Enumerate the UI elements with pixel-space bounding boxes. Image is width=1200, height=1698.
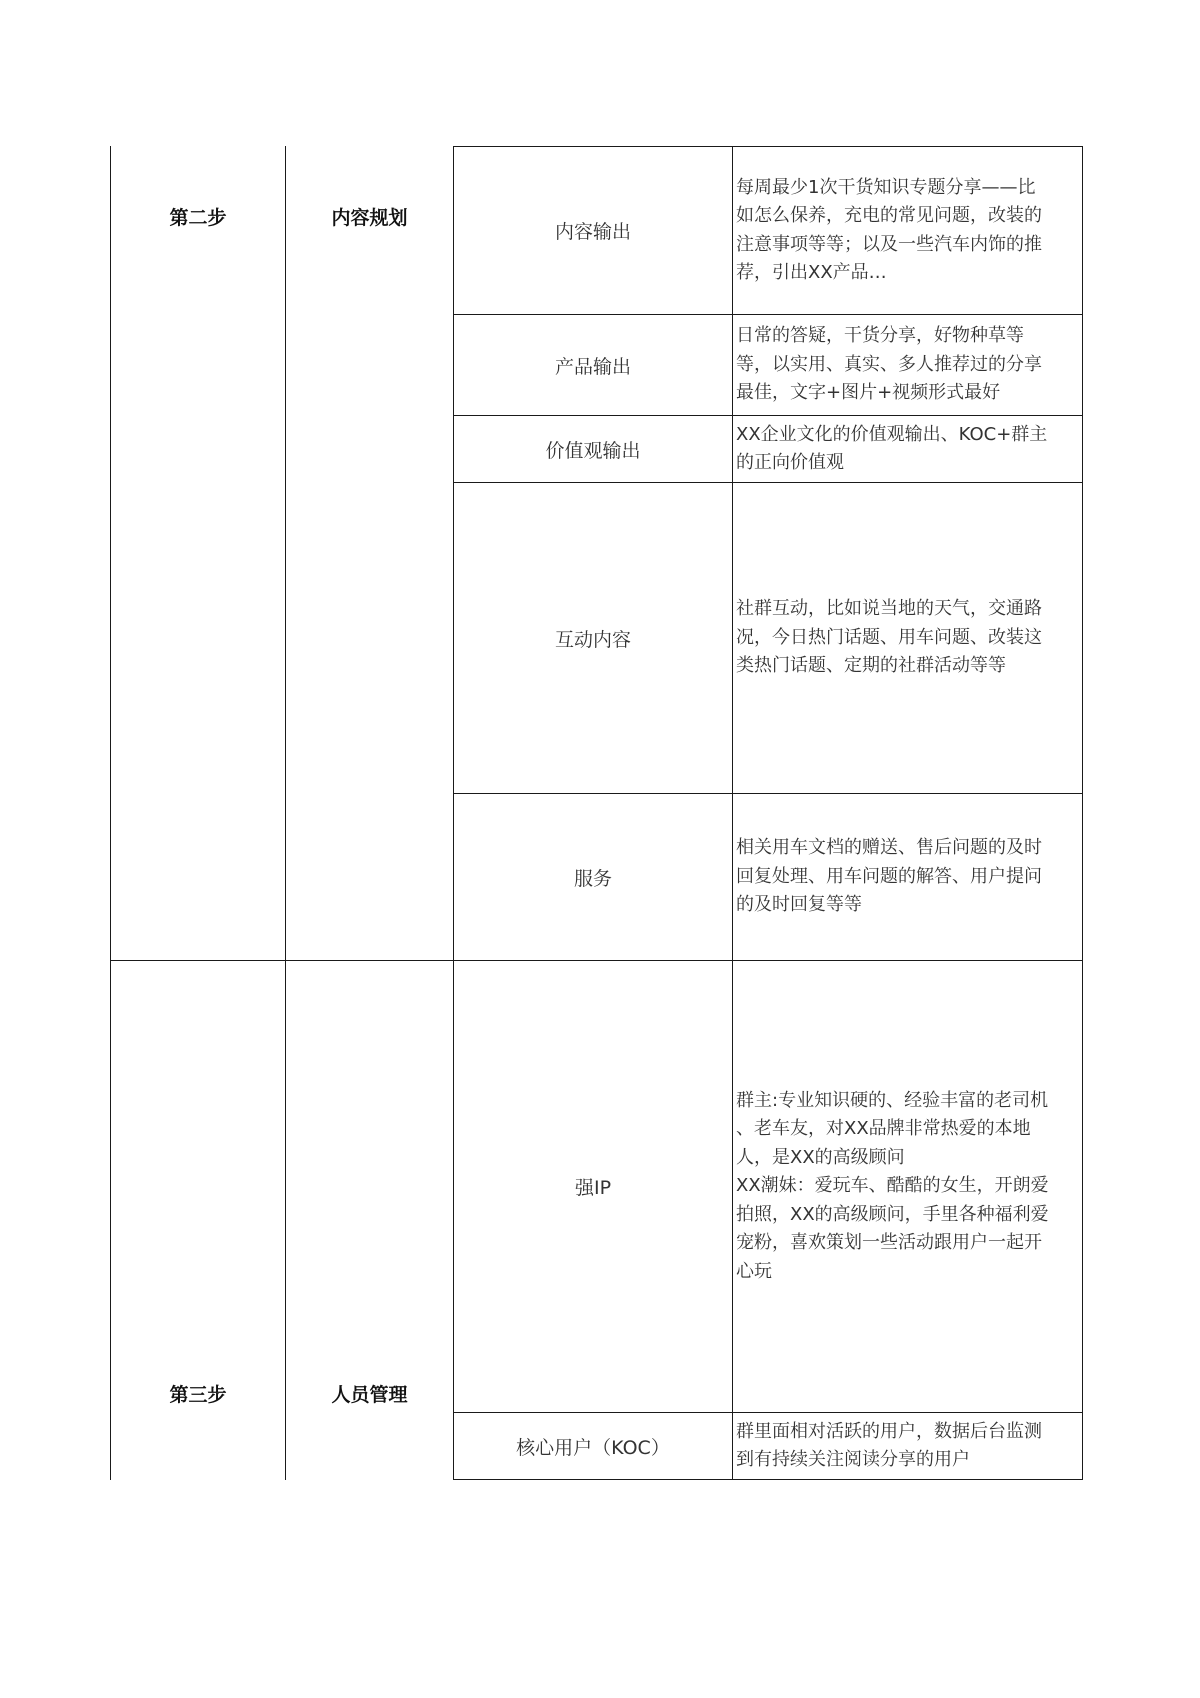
step-label: 第二步: [169, 206, 227, 229]
table-row-desc: 社群互动，比如说当地的天气，交通路 况，今日热门话题、用车问题、改装这 类热门话题、定期的社群活动等等: [736, 598, 1042, 677]
table-row-desc: 群里面相对活跃的用户，数据后台监测 到有持续关注阅读分享的用户: [736, 1420, 1042, 1470]
table-row-item: 服务: [573, 867, 612, 890]
step-label: 第三步: [169, 1383, 227, 1406]
section-title: 内容规划: [331, 206, 408, 229]
table-row-item: 价值观输出: [545, 439, 641, 462]
table-row-item: 产品输出: [554, 355, 631, 378]
table-row-item: 内容输出: [554, 221, 631, 243]
grid-line: [285, 146, 286, 1480]
grid-line: [1082, 146, 1083, 1480]
table-row-item: 互动内容: [554, 628, 631, 651]
grid-line: [110, 146, 111, 1480]
table-row-desc: 每周最少1次干货知识专题分享——比 如怎么保养，充电的常见问题，改装的 注意事项等等；以及一些汽车内饰的推 荐，引出XX产品…: [736, 176, 1042, 283]
table-row-desc: XX企业文化的价值观输出、KOC+群主 的正向价值观: [736, 423, 1048, 473]
table-row-desc: 日常的答疑，干货分享，好物种草等 等，以实用、真实、多人推荐过的分享 最佳，文字+图片+视频形式最好: [736, 325, 1042, 404]
table-row-desc: 群主:专业知识硬的、经验丰富的老司机 、老车友，对XX品牌非常热爱的本地 人，是XX的高级顾问 XX潮妹：爱玩车、酷酷的女生，开朗爱 拍照，XX的高级顾问，手里各种福利爱 宠粉，喜欢策划一些活动跟用户一起开 心玩: [736, 1089, 1049, 1282]
table-row-item: 核心用户（KOC）: [516, 1436, 670, 1459]
table-row-item: 强IP: [574, 1177, 612, 1199]
grid-line: [453, 1479, 1083, 1480]
section-title: 人员管理: [331, 1383, 408, 1406]
table-row-desc: 相关用车文档的赠送、售后问题的及时 回复处理、用车问题的解答、用户提问 的及时回复等等: [736, 837, 1042, 916]
